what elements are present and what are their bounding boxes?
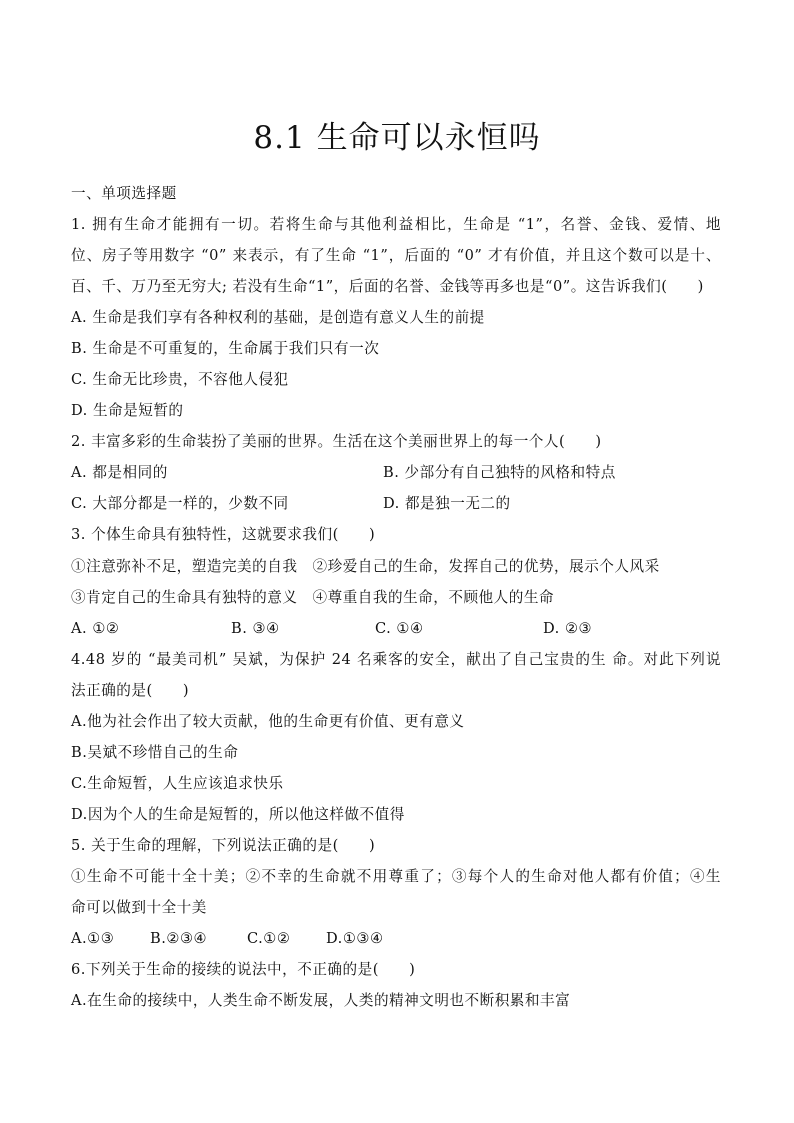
q1-option-d: D. 生命是短暂的 (71, 402, 184, 419)
q6-option-a: A.在生命的接续中，人类生命不断发展，人类的精神文明也不断积累和丰富 (71, 992, 571, 1009)
q2-option-a: A. 都是相同的 (71, 464, 168, 481)
q1-option-a: A. 生命是我们享有各种权利的基础，是创造有意义人生的前提 (71, 309, 485, 326)
q2-option-d: D. 都是独一无二的 (383, 495, 511, 512)
q6-stem: 6.下列关于生命的接续的说法中，不正确的是( ) (71, 961, 416, 978)
q5-option-c: C.①② (247, 930, 291, 947)
q1-option-c: C. 生命无比珍贵，不容他人侵犯 (71, 371, 289, 388)
q3-statements-line-2: ③肯定自己的生命具有独特的意义 ④尊重自我的生命，不顾他人的生命 (71, 589, 555, 606)
q5-statements-line-1: ①生命不可能十全十美；②不幸的生命就不用尊重了；③每个人的生命对他人都有价值；④生 (71, 868, 721, 885)
q1-option-b: B. 生命是不可重复的，生命属于我们只有一次 (71, 340, 380, 357)
page-title: 8.1 生命可以永恒吗 (253, 120, 541, 156)
q3-stem: 3. 个体生命具有独特性，这就要求我们( ) (71, 526, 376, 543)
q2-option-b: B. 少部分有自己独特的风格和特点 (383, 464, 616, 481)
q5-statements-line-2: 命可以做到十全十美 (71, 899, 207, 916)
q3-option-c: C. ①④ (375, 620, 424, 637)
q2-stem: 2. 丰富多彩的生命装扮了美丽的世界。生活在这个美丽世界上的每一个人( ) (71, 433, 602, 450)
section-heading: 一、单项选择题 (71, 185, 177, 202)
q2-option-c: C. 大部分都是一样的，少数不同 (71, 495, 289, 512)
q1-stem-line-3: 百、千、万乃至无穷大; 若没有生命“1”，后面的名誉、金钱等再多也是“0”。这告诉我们( ) (71, 278, 704, 295)
q4-option-a: A.他为社会作出了较大贡献，他的生命更有价值、更有意义 (71, 713, 465, 730)
q5-stem: 5. 关于生命的理解，下列说法正确的是( ) (71, 837, 376, 854)
q1-stem-line-1: 1. 拥有生命才能拥有一切。若将生命与其他利益相比，生命是 “1”，名誉、金钱、爱情、地 (71, 216, 721, 233)
q4-option-d: D.因为个人的生命是短暂的，所以他这样做不值得 (71, 806, 405, 823)
q5-option-a: A.①③ (71, 930, 115, 947)
q4-option-b: B.吴斌不珍惜自己的生命 (71, 744, 239, 761)
q3-option-d: D. ②③ (543, 620, 593, 637)
q4-stem-line-2: 法正确的是( ) (71, 682, 190, 699)
q1-stem-line-2: 位、房子等用数字 “0” 来表示，有了生命 “1”，后面的 “0” 才有价值，并且这个数可以是十、 (71, 247, 721, 264)
q3-option-b: B. ③④ (231, 620, 280, 637)
q4-option-c: C.生命短暂，人生应该追求快乐 (71, 775, 284, 792)
q4-stem-line-1: 4.48 岁的 “最美司机” 吴斌，为保护 24 名乘客的安全，献出了自己宝贵的生 命。对此下列说 (71, 651, 721, 668)
q3-option-a: A. ①② (71, 620, 120, 637)
q3-statements-line-1: ①注意弥补不足，塑造完美的自我 ②珍爱自己的生命，发挥自己的优势，展示个人风采 (71, 558, 660, 575)
q5-option-d: D.①③④ (326, 930, 384, 947)
q5-option-b: B.②③④ (150, 930, 208, 947)
